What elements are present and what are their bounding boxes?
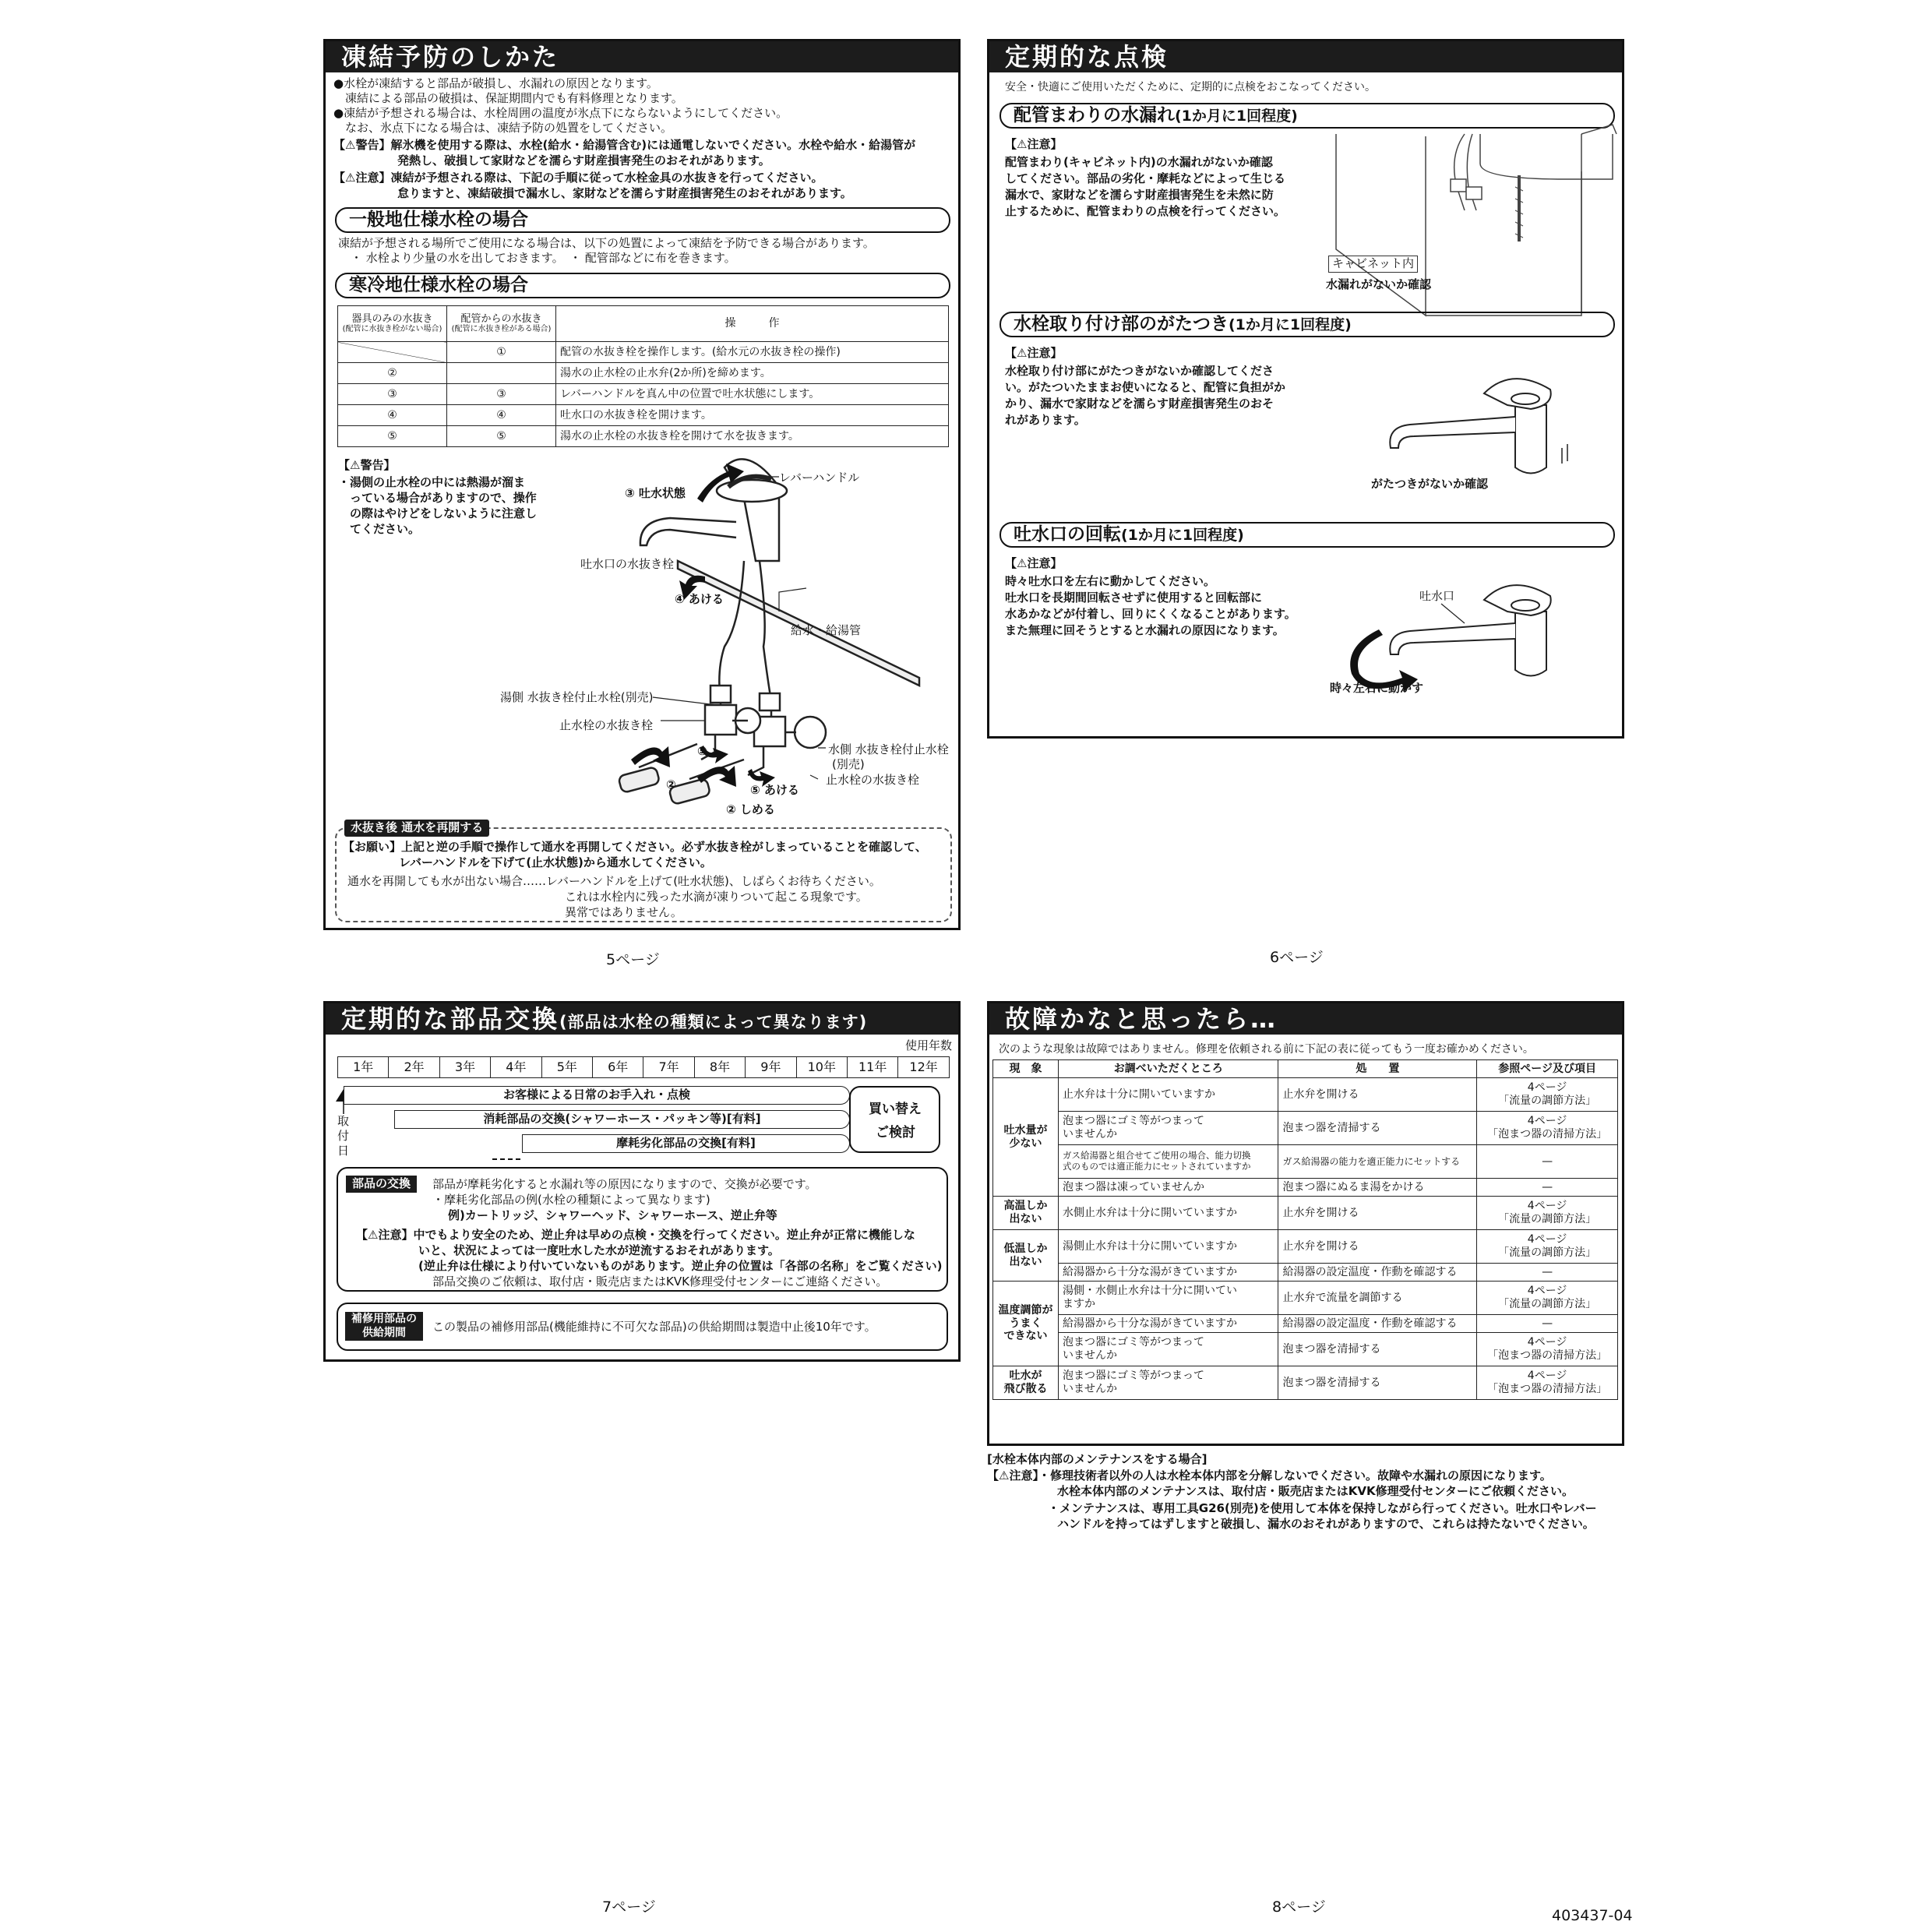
ref-line: — (1542, 1155, 1553, 1168)
replace-2: ご検討 (876, 1125, 915, 1141)
general-text-2: ・ 水栓より少量の水を出しておきます。 ・ 配管部などに布を巻きます。 (351, 251, 736, 265)
ref-cell (1477, 1078, 1618, 1112)
p5-caution1-1: 【⚠注意】凍結が予想される際は、下記の手順に従って水栓金具の水抜きを行ってください。 (333, 171, 823, 185)
restart-5: 異常ではありません。 (565, 905, 682, 919)
check-cell (1058, 1179, 1278, 1197)
page7-title-text: 定期的な部品交換 (341, 1004, 560, 1034)
document-code: 403437-04 (1552, 1907, 1633, 1924)
install-2: 付 (337, 1129, 350, 1143)
restart-tag: 水抜き後 通水を再開する (344, 820, 489, 837)
label-cold-valve-2: (別売) (832, 757, 865, 771)
label-drain-plug: 止水栓の水抜き栓 (559, 718, 654, 732)
s2-head: 【⚠注意】 (1005, 346, 1063, 360)
drain-cell: ④ (447, 405, 556, 426)
ref-line: 4ページ (1527, 1233, 1567, 1246)
action-cell: 給湯器の設定温度・作動を確認する (1278, 1264, 1477, 1282)
action-cell: 泡まつ器を清掃する (1278, 1112, 1477, 1145)
replace-box (849, 1086, 940, 1153)
symptom-line: 出ない (1009, 1255, 1042, 1268)
cold-title: 寒冷地仕様水栓の場合 (335, 273, 950, 298)
p7-caution-2: いと、状況によっては一度吐水した水が逆流するおそれがあります。 (418, 1243, 780, 1257)
s1-cabinet-label: キャビネット内 (1328, 256, 1418, 273)
ref-line: 4ページ (1527, 1336, 1567, 1349)
check-line: 泡まつ器にゴミ等がつまって (1062, 1370, 1204, 1383)
s3-text-3: 水あかなどが付着し、回りにくくなることがあります。 (1005, 607, 1296, 621)
ref-line: 「流量の調節方法」 (1498, 1213, 1597, 1225)
p5-caution1-2: 怠りますと、凍結破損で漏水し、家財などを濡らす財産損害発生のおそれがあります。 (397, 186, 852, 200)
col-action: 処 置 (1278, 1060, 1477, 1078)
bar-daily-care: お客様による日常のお手入れ・点検 (344, 1086, 850, 1105)
restart-3: 通水を再開しても水が出ない場合……レバーハンドルを上げて(吐水状態)、しばらくお待ちください。 (347, 874, 881, 888)
ref-cell (1477, 1282, 1618, 1315)
th-pipe-note: (配管に水抜き栓がある場合) (451, 325, 552, 334)
ref-cell (1477, 1366, 1618, 1400)
table-row (993, 1197, 1618, 1230)
symptom-line: 出ない (1009, 1213, 1042, 1225)
year-cell: 3年 (439, 1056, 491, 1078)
ref-line: 4ページ (1527, 1115, 1567, 1128)
check-cell (1058, 1282, 1278, 1315)
page-number-5: 5ページ (606, 951, 660, 968)
ref-line: 「泡まつ器の清掃方法」 (1487, 1128, 1608, 1141)
s2-title (999, 312, 1615, 337)
table-row (993, 1145, 1618, 1179)
p5-intro-3: ●凍結が予想される場合は、水栓周囲の温度が氷点下にならないようにしてください。 (333, 106, 788, 120)
warning2-1: ・湯側の止水栓の中には熱湯が溜ま (338, 475, 526, 489)
s3-title-text: 吐水口の回転 (1014, 524, 1121, 545)
s2-freq: (1か月に1回程度) (1229, 316, 1352, 333)
page-number-8: 8ページ (1272, 1899, 1326, 1916)
ref-line: 4ページ (1527, 1200, 1567, 1213)
p8-intro: 次のような現象は故障ではありません。修理を依頼される前に下記の表に従ってもう一度お確かめください。 (999, 1043, 1534, 1056)
page5-title: 凍結予防のしかた (326, 41, 958, 72)
p5-warning1-2: 発熱し、破損して家財などを濡らす財産損害発生のおそれがあります。 (397, 153, 770, 167)
check-line: 水側止水弁は十分に開いていますか (1062, 1206, 1237, 1219)
check-line: 泡まつ器にゴミ等がつまって (1062, 1115, 1204, 1128)
ref-cell (1477, 1264, 1618, 1282)
check-line: いませんか (1062, 1383, 1117, 1395)
symptom-cell (993, 1282, 1059, 1366)
symptom-cell (993, 1197, 1059, 1230)
year-cell: 8年 (694, 1056, 746, 1078)
check-line: ますか (1062, 1298, 1095, 1310)
table-row (993, 1366, 1618, 1400)
check-line: 泡まつ器は凍っていませんか (1062, 1180, 1204, 1193)
restart-4: これは水栓内に残った水滴が凍りついて起こる現象です。 (565, 890, 868, 904)
s3-head: 【⚠注意】 (1005, 556, 1063, 570)
year-cell: 7年 (643, 1056, 694, 1078)
year-cell: 6年 (592, 1056, 643, 1078)
ref-line: 4ページ (1527, 1081, 1567, 1095)
s3-title (999, 522, 1615, 548)
drain-cell: 湯水の止水栓の水抜き栓を開けて水を抜きます。 (556, 426, 949, 447)
page6-title: 定期的な点検 (989, 41, 1622, 72)
check-cell (1058, 1197, 1278, 1230)
ref-line: 4ページ (1527, 1370, 1567, 1383)
check-line: ガス給湯器と組合せてご使用の場合、能力切換 (1062, 1150, 1251, 1162)
th-pipe: 配管からの水抜き (460, 312, 542, 325)
general-text-1: 凍結が予想される場所でご使用になる場合は、以下の処置によって凍結を予防できる場合があります。 (338, 236, 875, 250)
check-cell (1058, 1333, 1278, 1366)
ref-cell (1477, 1197, 1618, 1230)
symptom-line: 低温しか (1003, 1242, 1048, 1255)
supply-text: この製品の補修用部品(機能維持に不可欠な部品)の供給期間は製造中止後10年です。 (432, 1320, 876, 1334)
p5-warning1-1: 【⚠警告】解氷機を使用する際は、水栓(給水・給湯管含む)には通電しないでください。水栓や給水・給湯管が (333, 138, 916, 152)
action-cell: 止水弁で流量を調節する (1278, 1282, 1477, 1315)
symptom-cell (993, 1366, 1059, 1400)
s2-text-3: かり、漏水で家財などを濡らす財産損害発生のおそ (1005, 397, 1274, 411)
p7-caution-3: (逆止弁は仕様により付いていないものがあります。逆止弁の位置は「各部の名称」をご覧ください) (418, 1259, 943, 1273)
table-row (993, 1112, 1618, 1145)
symptom-line: 少ない (1009, 1137, 1042, 1150)
check-cell (1058, 1112, 1278, 1145)
table-row (993, 1230, 1618, 1264)
ref-line: 「泡まつ器の清掃方法」 (1487, 1383, 1608, 1395)
s1-title (999, 103, 1615, 129)
year-cell: 5年 (541, 1056, 593, 1078)
page8-title: 故障かなと思ったら… (989, 1003, 1622, 1035)
label-drain-plug-2: 止水栓の水抜き栓 (826, 773, 920, 787)
action-cell: ガス給湯器の能力を適正能力にセットする (1278, 1145, 1477, 1179)
year-cell: 9年 (745, 1056, 796, 1078)
th-fixture: 器具のみの水抜き (351, 312, 433, 325)
drain-cell: 配管の水抜き栓を操作します。(給水元の水抜き栓の操作) (556, 342, 949, 363)
label-spout-drain: 吐水口の水抜き栓 (580, 557, 675, 571)
symptom-line: うまく (1009, 1317, 1042, 1330)
page-number-6: 6ページ (1270, 949, 1324, 966)
label-spout-state: ③ 吐水状態 (625, 486, 686, 500)
action-cell: 止水弁を開ける (1278, 1078, 1477, 1112)
symptom-cell (993, 1078, 1059, 1197)
supply-tag-2: 供給期間 (362, 1326, 406, 1339)
p7-caution-4: 部品交換のご依頼は、取付店・販売店またはKVK修理受付センターにご連絡ください。 (432, 1274, 888, 1289)
ref-line: 「泡まつ器の清掃方法」 (1487, 1349, 1608, 1362)
p7-caution-1: 【⚠注意】中でもより安全のため、逆止弁は早めの点検・交換を行ってください。逆止弁が正常に機能しな (356, 1228, 915, 1242)
timeline-arrow (0, 0, 8, 8)
s2-text-2: い。がたついたままお使いになると、配管に負担がか (1005, 380, 1286, 394)
s1-check: 水漏れがないか確認 (1326, 277, 1432, 291)
parts-text-2: ・摩耗劣化部品の例(水栓の種類によって異なります) (432, 1193, 710, 1207)
warning2-4: てください。 (338, 522, 421, 536)
drain-cell: ③ (447, 384, 556, 405)
action-cell: 泡まつ器を清掃する (1278, 1333, 1477, 1366)
ref-line: — (1542, 1180, 1553, 1193)
replace-1: 買い替え (869, 1102, 922, 1117)
label-n5b: ⑤ あける (750, 783, 799, 797)
symptom-cell (993, 1230, 1059, 1282)
label-hot-valve: 湯側 水抜き栓付止水栓(別売) (500, 690, 654, 704)
year-cell: 11年 (847, 1056, 898, 1078)
ref-line: — (1542, 1317, 1553, 1330)
check-line: 湯側・水側止水弁は十分に開いてい (1062, 1285, 1237, 1298)
label-close2: ② しめる (726, 802, 775, 816)
check-cell (1058, 1230, 1278, 1264)
col-ref: 参照ページ及び項目 (1477, 1060, 1618, 1078)
page7-title-note: (部品は水栓の種類によって異なります) (559, 1013, 868, 1031)
year-cell: 12年 (897, 1056, 949, 1078)
ref-cell (1477, 1230, 1618, 1264)
page-number-7: 7ページ (602, 1899, 656, 1916)
label-open4: ④ あける (675, 592, 724, 606)
s3-text-1: 時々吐水口を左右に動かしてください。 (1005, 574, 1216, 588)
check-cell (1058, 1078, 1278, 1112)
drain-cell: ⑤ (447, 426, 556, 447)
symptom-line: できない (1003, 1330, 1048, 1343)
symptom-line: 飛び散る (1003, 1383, 1048, 1395)
symptom-line: 高温しか (1003, 1200, 1048, 1213)
parts-text-1: 部品が摩耗劣化すると水漏れ等の原因になりますので、交換が必要です。 (432, 1177, 817, 1191)
check-cell (1058, 1315, 1278, 1333)
warning2-title: 【⚠警告】 (338, 458, 396, 472)
p6-intro: 安全・快適にご使用いただくために、定期的に点検をおこなってください。 (1005, 81, 1376, 93)
year-cell: 2年 (388, 1056, 439, 1078)
action-cell: 給湯器の設定温度・作動を確認する (1278, 1315, 1477, 1333)
years-label: 使用年数 (905, 1038, 953, 1052)
warning2-2: っている場合がありますので、操作 (338, 491, 537, 505)
ref-cell (1477, 1145, 1618, 1179)
drain-diagram (0, 0, 639, 857)
s2-title-text: 水栓取り付け部のがたつき (1014, 314, 1229, 334)
warning2-3: の際はやけどをしないように注意し (338, 506, 538, 520)
s2-text-1: 水栓取り付け部にがたつきがないか確認してくださ (1005, 364, 1274, 378)
label-n5: ⑤ (697, 744, 707, 758)
drain-cell: 湯水の止水栓の止水弁(2か所)を締めます。 (556, 363, 949, 384)
install-3: 日 (337, 1144, 350, 1158)
bar-wear-parts: 摩耗劣化部品の交換[有料] (522, 1134, 850, 1153)
drain-cell: ③ (338, 384, 447, 405)
check-line: 式のものでは適正能力にセットされていますか (1062, 1161, 1251, 1172)
drain-cell: ④ (338, 405, 447, 426)
ref-cell (1477, 1112, 1618, 1145)
th-fixture-note: (配管に水抜き栓がない場合) (342, 325, 442, 334)
install-1: 取 (337, 1114, 350, 1128)
ref-line: 「流量の調節方法」 (1498, 1298, 1597, 1310)
maint-3: ・メンテナンスは、専用工具G26(別売)を使用して本体を保持しながら行ってください。吐水口やレバー (1048, 1501, 1597, 1515)
s2-text-4: れがあります。 (1005, 413, 1086, 427)
drain-cell: ② (338, 363, 447, 384)
drain-cell: ① (447, 342, 556, 363)
check-line: 泡まつ器にゴミ等がつまって (1062, 1336, 1204, 1349)
page7-title (326, 1003, 958, 1035)
s1-text-4: 止するために、配管まわりの点検を行ってください。 (1005, 204, 1286, 218)
s1-text-3: 漏水で、家財などを濡らす財産損害発生を未然に防 (1005, 188, 1274, 202)
restart-1: 【お願い】上記と逆の手順で操作して通水を再開してください。必ず水抜き栓がしまっていることを確認して、 (343, 840, 927, 854)
table-row (993, 1078, 1618, 1112)
label-pipes: 給水・給湯管 (791, 623, 862, 637)
s3-spout-label: 吐水口 (1419, 589, 1455, 603)
check-cell (1058, 1366, 1278, 1400)
symptom-line: 温度調節が (998, 1303, 1053, 1317)
ref-cell (1477, 1179, 1618, 1197)
symptom-line: 吐水量が (1003, 1123, 1048, 1137)
s3-freq: (1か月に1回程度) (1121, 527, 1244, 544)
supply-tag (345, 1312, 423, 1341)
maint-4: ハンドルを持ってはずしますと破損し、漏水のおそれがありますので、これらは持たないでください。 (1057, 1517, 1595, 1531)
col-symptom: 現 象 (993, 1060, 1059, 1078)
check-cell (1058, 1145, 1278, 1179)
s3-text-4: また無理に回そうとすると水漏れの原因になります。 (1005, 623, 1285, 637)
check-line: 給湯器から十分な湯がきていますか (1062, 1265, 1237, 1278)
ref-cell (1477, 1315, 1618, 1333)
action-cell: 止水弁を開ける (1278, 1197, 1477, 1230)
col-check: お調べいただくところ (1058, 1060, 1278, 1078)
label-cold-valve-1: 水側 水抜き栓付止水栓 (828, 742, 949, 756)
check-line: いませんか (1062, 1349, 1117, 1362)
maint-1: 【⚠注意】・修理技術者以外の人は水栓本体内部を分解しないでください。故障や水漏れの原因になります。 (987, 1468, 1552, 1482)
check-line: 給湯器から十分な湯がきていますか (1062, 1317, 1237, 1330)
th-operation: 操 作 (556, 306, 949, 342)
table-row (993, 1333, 1618, 1366)
ref-line: 「流量の調節方法」 (1498, 1095, 1597, 1107)
general-title: 一般地仕様水栓の場合 (335, 207, 950, 233)
s1-text-1: 配管まわり(キャビネット内)の水漏れがないか確認 (1005, 155, 1273, 169)
s1-freq: (1か月に1回程度) (1175, 108, 1298, 125)
parts-tag: 部品の交換 (346, 1176, 417, 1193)
check-line: 湯側止水弁は十分に開いていますか (1062, 1239, 1237, 1253)
action-cell: 止水弁を開ける (1278, 1230, 1477, 1264)
s3-move: 時々左右に動かす (1330, 681, 1424, 695)
label-lever: レバーハンドル (779, 471, 860, 485)
action-cell: 泡まつ器を清掃する (1278, 1366, 1477, 1400)
s2-check: がたつきがないか確認 (1371, 477, 1489, 491)
maint-title: [水栓本体内部のメンテナンスをする場合] (987, 1452, 1208, 1466)
symptom-line: 吐水が (1009, 1370, 1042, 1383)
maint-2: 水栓本体内部のメンテナンスは、取付店・販売店またはKVK修理受付センターにご依頼ください。 (1057, 1484, 1574, 1498)
drain-cell: ⑤ (338, 426, 447, 447)
check-line: 止水弁は十分に開いていますか (1062, 1088, 1215, 1101)
s1-title-text: 配管まわりの水漏れ (1014, 105, 1175, 125)
drain-cell: レバーハンドルを真ん中の位置で吐水状態にします。 (556, 384, 949, 405)
p5-intro-4: なお、氷点下になる場合は、凍結予防の処置をしてください。 (333, 121, 673, 135)
label-n2: ② (666, 777, 676, 791)
restart-2: レバーハンドルを下げて(止水状態)から通水してください。 (399, 855, 712, 869)
bar-consumable: 消耗部品の交換(シャワーホース・パッキン等)[有料] (394, 1110, 850, 1129)
ref-cell (1477, 1333, 1618, 1366)
check-line: いませんか (1062, 1128, 1117, 1141)
action-cell: 泡まつ器にぬるま湯をかける (1278, 1179, 1477, 1197)
table-row (993, 1315, 1618, 1333)
s1-head: 【⚠注意】 (1005, 137, 1063, 151)
year-cell: 10年 (796, 1056, 848, 1078)
p5-intro-2: 凍結による部品の破損は、保証期間内でも有料修理となります。 (333, 91, 683, 105)
ref-line: 「流量の調節方法」 (1498, 1246, 1597, 1259)
ref-line: — (1542, 1265, 1553, 1278)
ref-line: 4ページ (1527, 1285, 1567, 1298)
parts-text-3: 例)カートリッジ、シャワーヘッド、シャワーホース、逆止弁等 (448, 1208, 777, 1222)
table-row (993, 1179, 1618, 1197)
table-row (993, 1264, 1618, 1282)
check-cell (1058, 1264, 1278, 1282)
p5-intro-1: ●水栓が凍結すると部品が破損し、水漏れの原因となります。 (333, 76, 658, 90)
s3-text-2: 吐水口を長期間回転させずに使用すると回転部に (1005, 591, 1263, 605)
year-cell: 1年 (337, 1056, 389, 1078)
trouble-table (992, 1059, 1618, 1400)
drain-cell: 吐水口の水抜き栓を開けます。 (556, 405, 949, 426)
table-row (993, 1282, 1618, 1315)
s1-text-2: してください。部品の劣化・摩耗などによって生じる (1005, 171, 1286, 185)
year-cell: 4年 (490, 1056, 541, 1078)
supply-tag-1: 補修用部品の (351, 1313, 417, 1325)
